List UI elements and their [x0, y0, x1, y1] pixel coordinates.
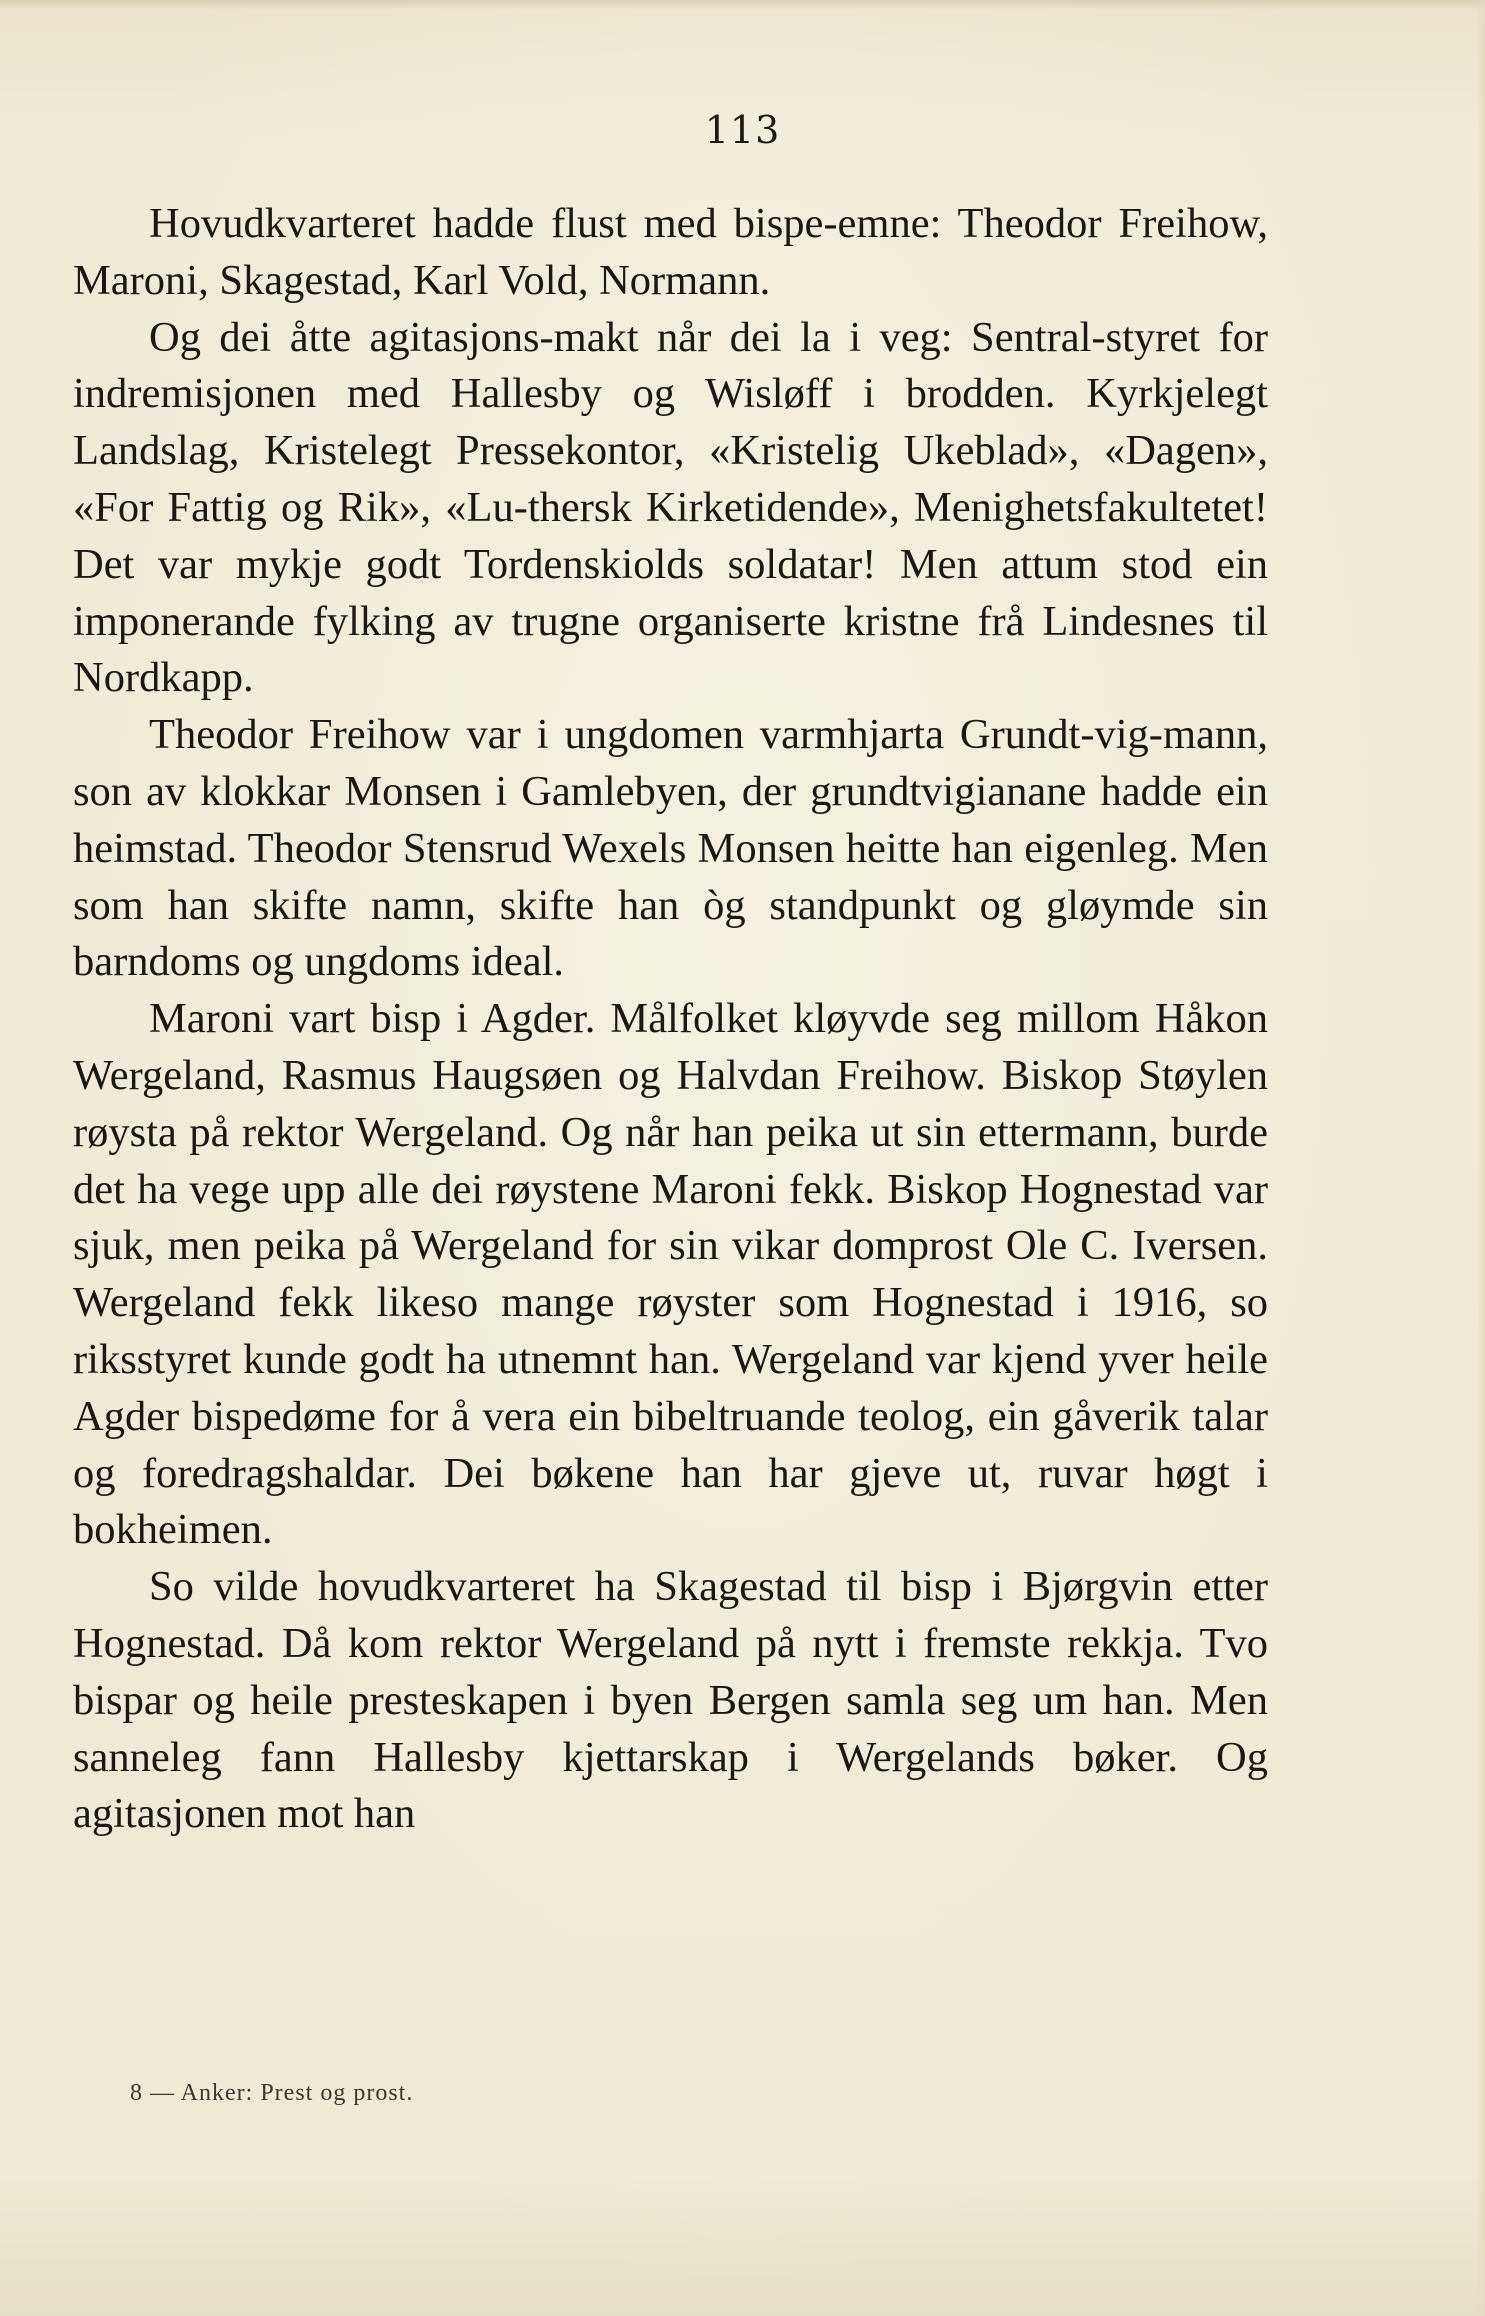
page-number: 113: [704, 108, 781, 152]
page-top-edge: [0, 0, 1485, 10]
signature-footer: 8 — Anker: Prest og prost.: [130, 2080, 414, 2106]
paragraph-5: So vilde hovudkvarteret ha Skagestad til bisp i Bjørgvin etter Hognestad. Då kom rektor Wergeland på nytt i fremste rekkja. Tvo bispar og heile presteskapen i byen Bergen samla seg um han. Men sanneleg fann Hallesby kjettarskap i Wergelands bøker. Og agitasjonen mot han: [73, 1563, 1268, 1838]
paragraph-2: Og dei åtte agitasjons-makt når dei la i veg: Sentral-styret for indremisjonen med Hallesby og Wisløff i brodden. Kyrkjelegt Landslag, Kristelegt Pressekontor, «Kristelig Ukeblad», «Dagen», «For Fattig og Rik», «Lu-thersk Kirketidende», Menighetsfakultetet! Det var mykje godt Tordenskiolds soldatar! Men attum stod ein imponerande fylking av trugne organiserte kristne frå Lindesnes til Nordkapp.: [73, 313, 1268, 702]
paragraph-3: Theodor Freihow var i ungdomen varmhjarta Grundt-vig-mann, son av klokkar Monsen i Gamlebyen, der grundtvigianane hadde ein heimstad. Theodor Stensrud Wexels Monsen heitte han eigenleg. Men som han skifte namn, skifte han òg standpunkt og gløymde sin barndoms og ungdoms ideal.: [73, 711, 1268, 986]
paragraph-4: Maroni vart bisp i Agder. Målfolket kløyvde seg millom Håkon Wergeland, Rasmus Haugsøen og Halvdan Freihow. Biskop Støylen røysta på rektor Wergeland. Og når han peika ut sin ettermann, burde det ha vege upp alle dei røystene Maroni fekk. Biskop Hognestad var sjuk, men peika på Wergeland for sin vikar domprost Ole C. Iversen. Wergeland fekk likeso mange røyster som Hognestad i 1916, so riksstyret kunde godt ha utnemnt han. Wergeland var kjend yver heile Agder bispedøme for å vera ein bibeltruande teolog, ein gåverik talar og foredragshaldar. Dei bøkene han har gjeve ut, ruvar høgt i bokheimen.: [73, 995, 1268, 1554]
page-right-edge: [1477, 0, 1485, 2316]
body-text: [73, 196, 1268, 1843]
paragraph-1: Hovudkvarteret hadde flust med bispe-emne: Theodor Freihow, Maroni, Skagestad, Karl Vold, Normann.: [73, 200, 1268, 304]
